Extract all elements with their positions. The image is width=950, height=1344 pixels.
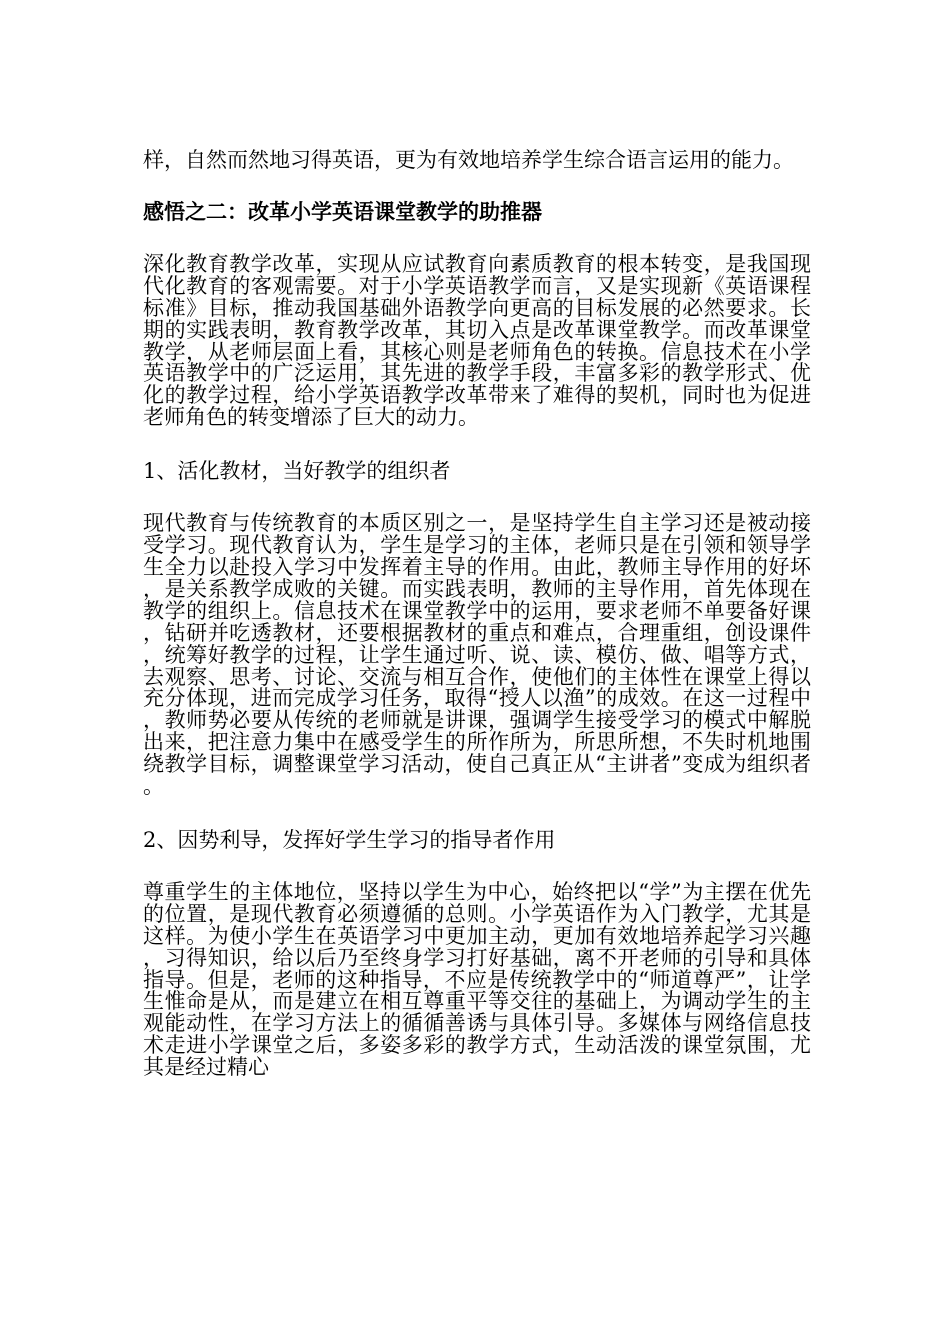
body-paragraph-reform: 深化教育教学改革，实现从应试教育向素质教育的根本转变，是我国现代化教育的客观需要。对于小学英语教学而言，又是实现新《英语课程标准》目标，推动我国基础外语教学向更高的目标发展的必然要求。长期的实践表明，教育教学改革，其切入点是改革课堂教学。而改革课堂教学，从老师层面上看，其核心则是老师角色的转换。信息技术在小学英语教学中的广泛运用，其先进的教学手段，丰富多彩的教学形式、优化的教学过程，给小学英语教学改革带来了难得的契机，同时也为促进老师角色的转变增添了巨大的动力。	[143, 251, 811, 430]
spacer	[143, 172, 811, 201]
spacer	[143, 482, 811, 513]
body-paragraph-guide: 尊重学生的主体地位，坚持以学生为中心，始终把以“学”为主摆在优先的位置，是现代教育必须遵循的总则。小学英语作为入门教学，尤其是这样。为使小学生在英语学习中更加主动，更加有效地培养起学习兴趣，习得知识，给以后乃至终身学习打好基础，离不开老师的引导和具体指导。但是，老师的这种指导，不应是传统教学中的“师道尊严”，让学生惟命是从，而是建立在相互尊重平等交往的基础上，为调动学生的主观能动性，在学习方法上的循循善诱与具体引导。多媒体与网络信息技术走进小学课堂之后，多姿多彩的教学方式，生动活泼的课堂氛围，尤其是经过精心	[143, 879, 811, 1080]
section-heading: 感悟之二：改革小学英语课堂教学的助推器	[143, 199, 542, 224]
spacer	[143, 798, 811, 829]
body-paragraph-organizer: 现代教育与传统教育的本质区别之一，是坚持学生自主学习还是被动接受学习。现代教育认为，学生是学习的主体，老师只是在引领和领导学生全力以赴投入学习中发挥着主导的作用。由此，教师主导作用的好坏，是关系教学成败的关键。而实践表明，教师的主导作用，首先体现在教学的组织上。信息技术在课堂教学中的运用，要求老师不单要备好课，钻研并吃透教材，还要根据教材的重点和难点，合理重组，创设课件，统筹好教学的过程，让学生通过听、说、读、模仿、做、唱等方式，去观察、思考、讨论、交流与相互合作，使他们的主体性在课堂上得以充分体现，进而完成学习任务，取得“授人以渔”的成效。在这一过程中，教师势必要从传统的老师就是讲课，强调学生接受学习的模式中解脱出来，把注意力集中在感受学生的所作所为，所思所想，不失时机地围绕教学目标，调整课堂学习活动，使自己真正从“主讲者”变成为组织者。	[143, 511, 811, 799]
intro-paragraph: 样，自然而然地习得英语，更为有效地培养学生综合语言运用的能力。	[143, 148, 794, 172]
spacer	[143, 223, 811, 254]
document-page	[143, 150, 811, 1079]
subheading-organizer: 1、活化教材，当好教学的组织者	[143, 459, 451, 484]
spacer	[143, 429, 811, 460]
spacer	[143, 851, 811, 882]
subheading-guide: 2、因势利导，发挥好学生学习的指导者作用	[143, 827, 556, 852]
